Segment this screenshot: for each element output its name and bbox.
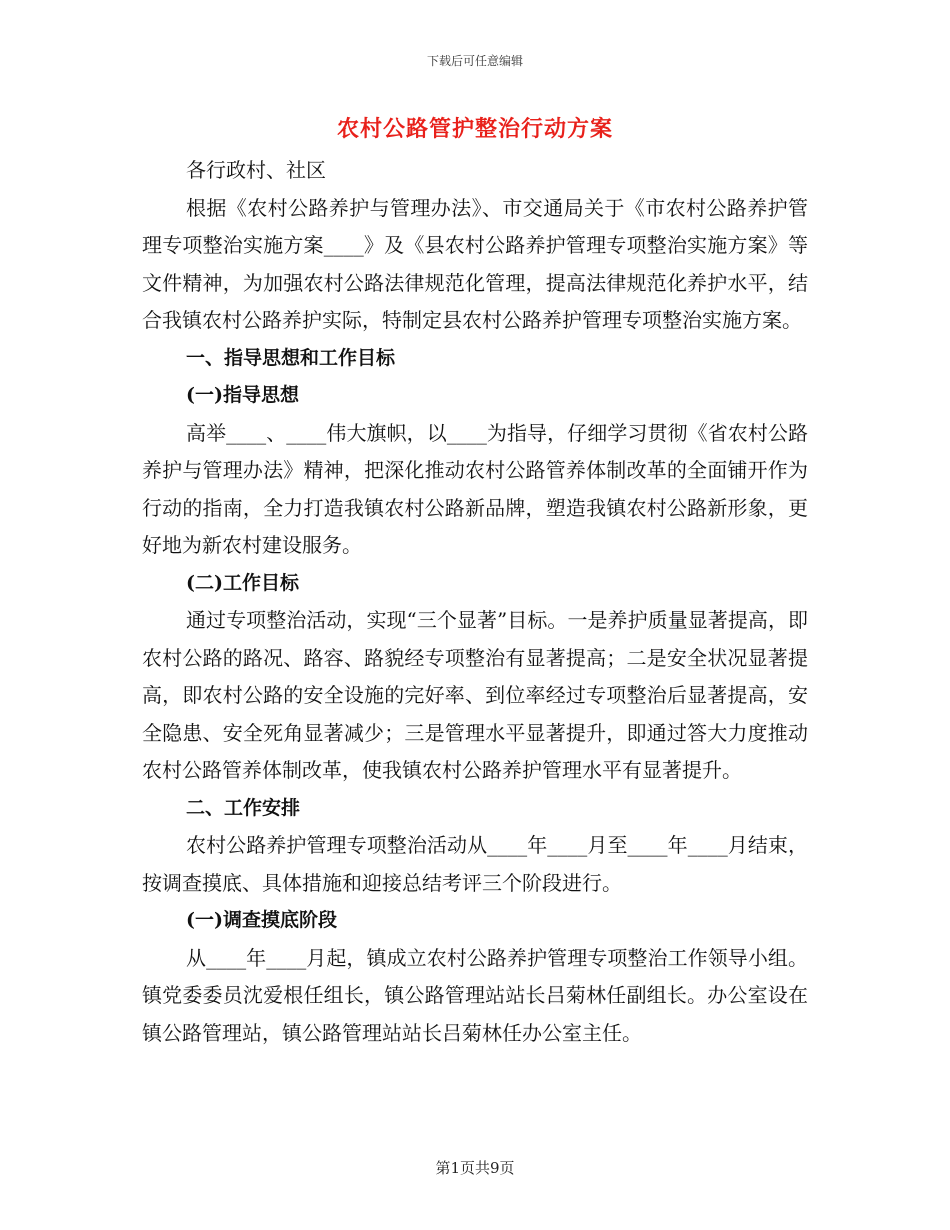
section-1-1-text: 高举____、____伟大旗帜，以____为指导，仔细学习贯彻《省农村公路养护与管理办法》精神，把深化推动农村公路管养体制改革的全面铺开作为行动的指南，全力打造我镇农村公路新品牌，塑造我镇农村公路新形象，更好地为新农村建设服务。 [142,420,808,557]
section-2-text: 农村公路养护管理专项整治活动从____年____月至____年____月结束，按调查摸底、具体措施和迎接总结考评三个阶段进行。 [142,833,808,895]
intro-paragraph: 根据《农村公路养护与管理办法》、市交通局关于《市农村公路养护管理专项整治实施方案____》及《县农村公路养护管理专项整治实施方案》等文件精神，为加强农村公路法律规范化管理，提高法律规范化养护水平，结合我镇农村公路养护实际，特制定县农村公路养护管理专项整治实施方案。 [142,195,808,332]
salutation: 各行政村、社区 [186,158,326,182]
page-header-note: 下载后可任意编辑 [426,54,523,68]
section-1-2-heading: (二)工作目标 [186,571,299,594]
section-2-1-heading: (一)调查摸底阶段 [186,909,337,931]
section-2-1-text: 从____年____月起，镇成立农村公路养护管理专项整治工作领导小组。镇党委委员沈爱根任组长，镇公路管理站站长吕菊林任副组长。办公室设在镇公路管理站，镇公路管理站站长吕菊林任办公室主任。 [142,945,808,1045]
section-1-heading: 一、指导思想和工作目标 [186,346,396,369]
section-2-heading: 二、工作安排 [186,796,301,819]
section-1-1-heading: (一)指导思想 [186,384,299,406]
document-body [142,152,808,1052]
section-1-2-text: 通过专项整治活动，实现“三个显著”目标。一是养护质量显著提高，即农村公路的路况、路容、路貌经专项整治有显著提高；二是安全状况显著提高，即农村公路的安全设施的完好率、到位率经过专项整治后显著提高，安全隐患、安全死角显著减少；三是管理水平显著提升，即通过答大力度推动农村公路管养体制改革，使我镇农村公路养护管理水平有显著提升。 [142,608,808,782]
document-title: 农村公路管护整治行动方案 [336,116,613,142]
page-footer-number: 第1页共9页 [435,1159,515,1177]
